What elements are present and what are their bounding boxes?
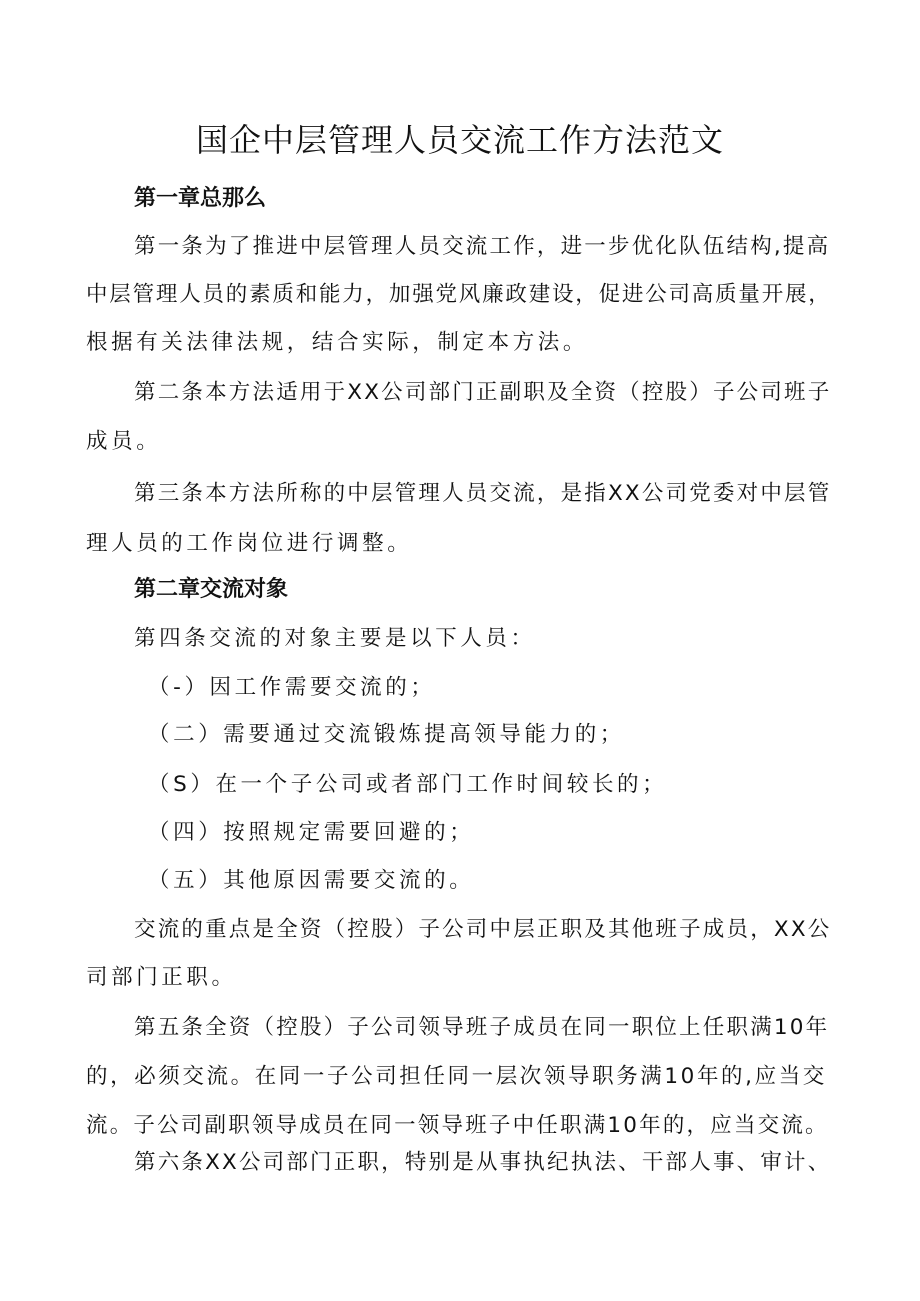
article-1-line-3: 根据有关法律法规，结合实际，制定本方法。 <box>86 330 589 355</box>
chapter-heading-1: 第一章总那么 <box>134 186 267 211</box>
list-item: （S）在一个子公司或者部门工作时间较长的； <box>148 772 668 797</box>
article-6-line-1: 第六条XX公司部门正职，特别是从事执纪执法、干部人事、审计、 <box>134 1150 832 1175</box>
article-2-line-1: 第二条本方法适用于XX公司部门正副职及全资（控股）子公司班子 <box>134 380 832 405</box>
chapter-heading-2: 第二章交流对象 <box>134 577 289 602</box>
article-5-line-3: 流。子公司副职领导成员在同一领导班子中任职满10年的，应当交流。 <box>86 1113 829 1138</box>
article-1-line-1: 第一条为了推进中层管理人员交流工作，进一步优化队伍结构,提高 <box>134 234 831 259</box>
article-2-line-2: 成员。 <box>86 429 162 454</box>
page-title: 国企中层管理人员交流工作方法范文 <box>195 121 724 159</box>
article-5-line-1: 第五条全资（控股）子公司领导班子成员在同一职位上任职满10年 <box>134 1015 830 1040</box>
list-item: （-）因工作需要交流的； <box>148 675 436 700</box>
article-3-line-2: 理人员的工作岗位进行调整。 <box>86 531 413 556</box>
article-1-line-2: 中层管理人员的素质和能力，加强党风廉政建设，促进公司高质量开展， <box>86 282 832 307</box>
list-item: （五）其他原因需要交流的。 <box>148 868 475 893</box>
article-3-line-1: 第三条本方法所称的中层管理人员交流，是指XX公司党委对中层管 <box>134 481 832 506</box>
article-4-intro: 第四条交流的对象主要是以下人员： <box>134 626 536 651</box>
article-5-line-2: 的，必须交流。在同一子公司担任同一层次领导职务满10年的,应当交 <box>86 1064 827 1089</box>
article-4-focus-line-2: 司部门正职。 <box>86 965 237 990</box>
list-item: （四）按照规定需要回避的； <box>148 820 475 845</box>
list-item: （二）需要通过交流锻炼提高领导能力的； <box>148 722 625 747</box>
article-4-focus-line-1: 交流的重点是全资（控股）子公司中层正职及其他班子成员，XX公 <box>134 917 832 942</box>
